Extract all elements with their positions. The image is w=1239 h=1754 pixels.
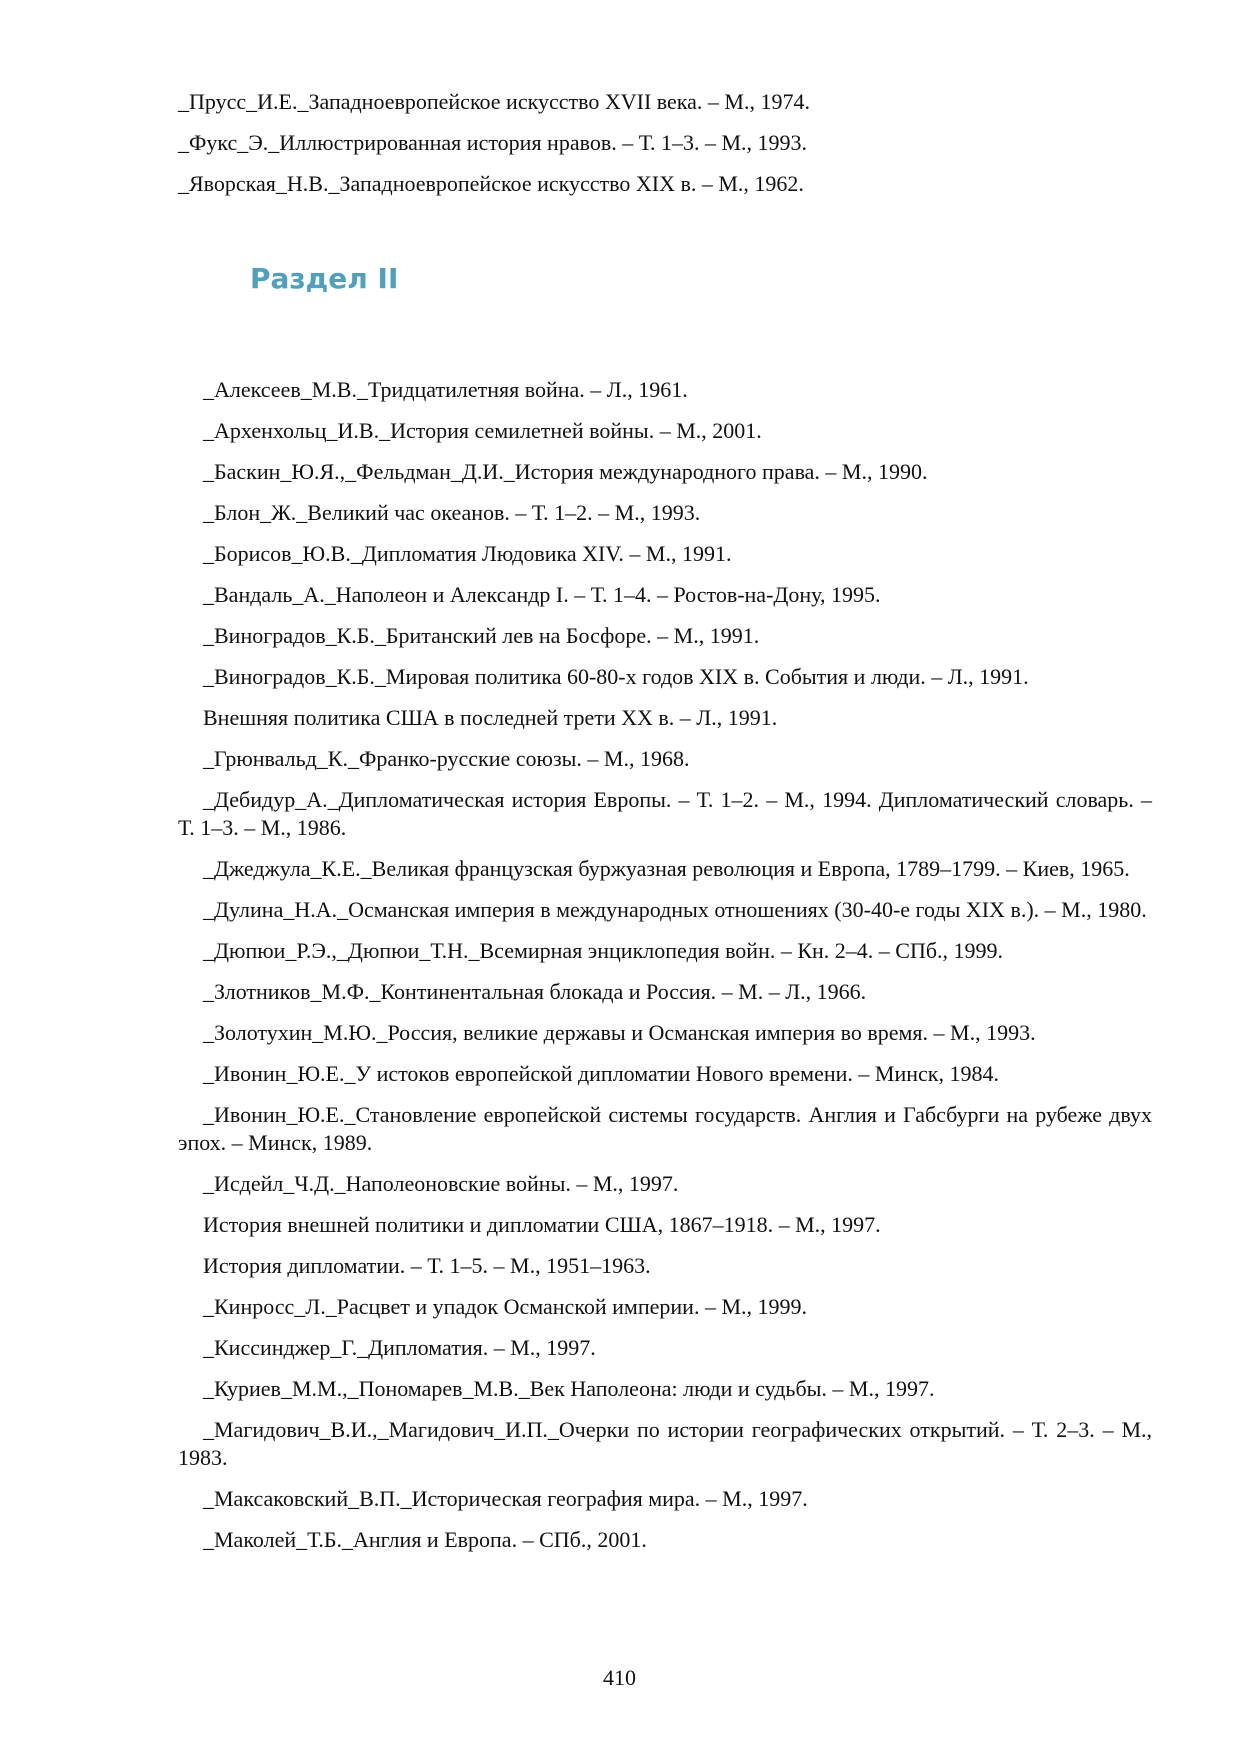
bibliography-entry: _Максаковский_В.П._Историческая география мира. – М., 1997. — [203, 1486, 808, 1511]
bibliography-entry: _Злотников_М.Ф._Континентальная блокада и Россия. – М. – Л., 1966. — [203, 979, 867, 1004]
bibliography-entry: _Джеджула_К.Е._Великая французская буржуазная революция и Европа, 1789–1799. – Киев, 1965. — [203, 856, 1130, 881]
bibliography-entry: _Кинросс_Л._Расцвет и упадок Османской империи. – М., 1999. — [203, 1294, 808, 1319]
bibliography-entry: _Грюнвальд_К._Франко-русские союзы. – М., 1968. — [203, 746, 690, 771]
bibliography-entry: Внешняя политика США в последней трети XX в. – Л., 1991. — [203, 705, 778, 730]
bibliography-entry: _Алексеев_М.В._Тридцатилетняя война. – Л., 1961. — [203, 377, 688, 402]
top-bibliography-list — [178, 88, 1158, 211]
bibliography-entry: _Виноградов_К.Б._Мировая политика 60-80-х годов XIX в. События и люди. – Л., 1991. — [203, 664, 1029, 689]
bibliography-entry: _Блон_Ж._Великий час океанов. – Т. 1–2. – М., 1993. — [203, 500, 701, 525]
bibliography-entry: _Маколей_Т.Б._Англия и Европа. – СПб., 2001. — [203, 1527, 647, 1552]
bibliography-entry: _Дюпюи_Р.Э.,_Дюпюи_Т.Н._Всемирная энциклопедия войн. – Кн. 2–4. – СПб., 1999. — [203, 938, 1004, 963]
bibliography-entry: _Прусс_И.Е._Западноевропейское искусство XVII века. – М., 1974. — [178, 89, 810, 114]
bibliography-entry: _Яворская_Н.В._Западноевропейское искусство XIX в. – М., 1962. — [178, 171, 804, 196]
bibliography-entry: _Киссинджер_Г._Дипломатия. – М., 1997. — [203, 1335, 596, 1360]
bibliography-entry: _Борисов_Ю.В._Дипломатия Людовика XIV. – М., 1991. — [203, 541, 732, 566]
section-bibliography-list — [178, 376, 1152, 1567]
bibliography-entry: _Виноградов_К.Б._Британский лев на Босфоре. – М., 1991. — [203, 623, 760, 648]
bibliography-entry: История дипломатии. – Т. 1–5. – М., 1951–1963. — [203, 1253, 651, 1278]
page-number: 410 — [603, 1665, 636, 1690]
bibliography-entry: История внешней политики и дипломатии США, 1867–1918. – М., 1997. — [203, 1212, 881, 1237]
bibliography-entry: _Баскин_Ю.Я.,_Фельдман_Д.И._История международного права. – М., 1990. — [203, 459, 928, 484]
bibliography-entry: _Фукс_Э._Иллюстрированная история нравов. – Т. 1–3. – М., 1993. — [178, 130, 808, 155]
bibliography-entry: _Магидович_В.И.,_Магидович_И.П._Очерки по истории географических открытий. – Т. 2–3. – М., 1983. — [178, 1417, 1152, 1470]
bibliography-entry: _Ивонин_Ю.Е._Становление европейской системы государств. Англия и Габсбурги на рубеже двух эпох. – Минск, 1989. — [178, 1102, 1152, 1155]
bibliography-entry: _Дулина_Н.А._Османская империя в международных отношениях (30-40-е годы XIX в.). – М., 1980. — [203, 897, 1147, 922]
bibliography-entry: _Золотухин_М.Ю._Россия, великие державы и Османская империя во время. – М., 1993. — [203, 1020, 1036, 1045]
bibliography-entry: _Исдейл_Ч.Д._Наполеоновские войны. – М., 1997. — [203, 1171, 679, 1196]
bibliography-entry: _Ивонин_Ю.Е._У истоков европейской дипломатии Нового времени. – Минск, 1984. — [203, 1061, 999, 1086]
section-heading: Раздел II — [250, 262, 399, 295]
bibliography-entry: _Вандаль_А._Наполеон и Александр I. – Т. 1–4. – Ростов-на-Дону, 1995. — [203, 582, 881, 607]
bibliography-entry: _Дебидур_А._Дипломатическая история Европы. – Т. 1–2. – М., 1994. Дипломатический словарь. – Т. 1–3. – М., 1986. — [178, 787, 1152, 840]
bibliography-entry: _Куриев_М.М.,_Пономарев_М.В._Век Наполеона: люди и судьбы. – М., 1997. — [203, 1376, 935, 1401]
bibliography-entry: _Архенхольц_И.В._История семилетней войны. – М., 2001. — [203, 418, 762, 443]
